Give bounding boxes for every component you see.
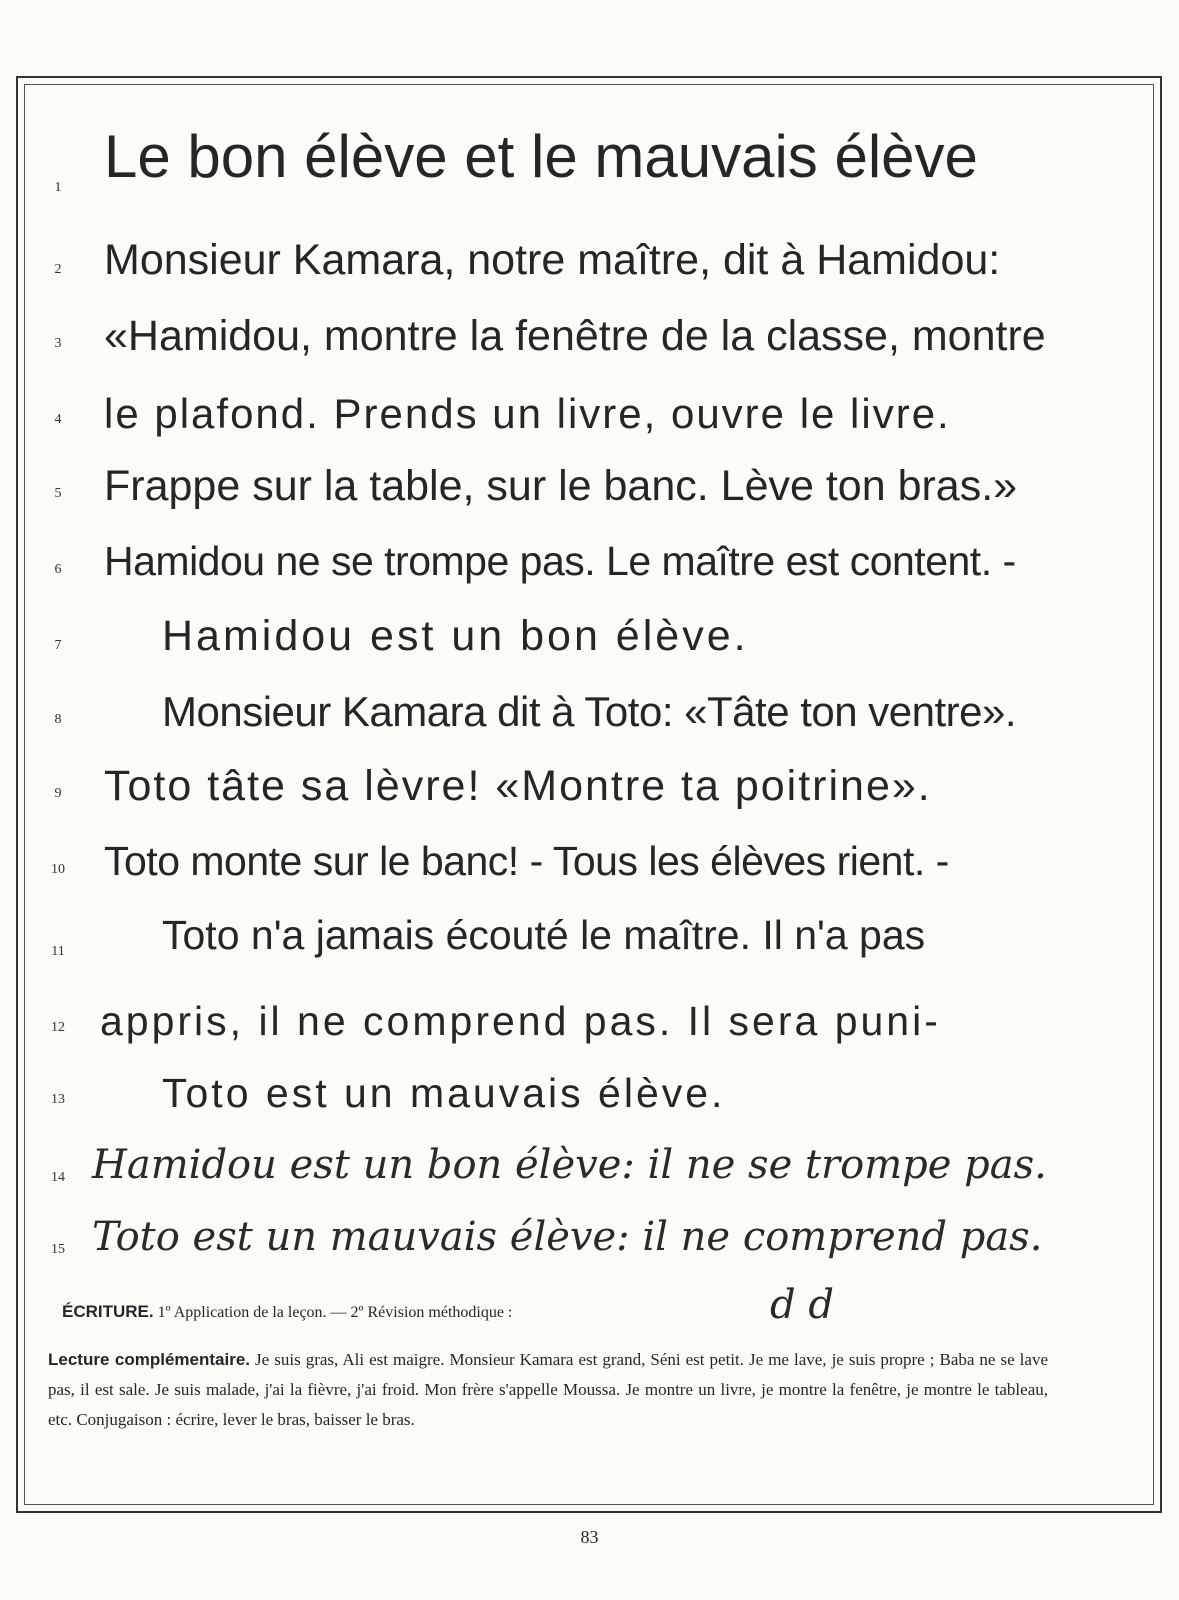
line-number: 1 [54,180,62,195]
line-number: 2 [54,262,62,277]
line-number: 6 [54,562,62,577]
line-number: 4 [54,412,62,427]
line-number: 12 [51,1020,65,1035]
line-number: 10 [51,862,65,877]
reading-line: Toto n'a jamais écouté le maître. Il n'a pas [162,912,926,958]
reading-line: Toto monte sur le banc! - Tous les élèves rient. - [104,838,949,884]
line-number: 8 [54,712,62,727]
ecriture-label: ÉCRITURE. [62,1302,154,1321]
ecriture-instruction [62,1302,512,1322]
reading-line: Hamidou est un bon élève. [162,612,749,660]
ecriture-letters: d d [770,1282,834,1328]
reading-line: Toto est un mauvais élève. [162,1070,726,1116]
ecriture-text: 1º Application de la leçon. — 2º Révision méthodique : [157,1304,513,1321]
reading-line: «Hamidou, montre la fenêtre de la classe, montre [104,312,1046,360]
lecture-complementaire [48,1345,1048,1435]
reading-line: Hamidou ne se trompe pas. Le maître est content. - [104,538,1016,584]
line-number: 9 [54,786,62,801]
reading-line: Monsieur Kamara, notre maître, dit à Hamidou: [104,236,1001,284]
handwriting-line: Hamidou est un bon élève: il ne se trompe pas. [92,1142,1047,1188]
line-number: 13 [51,1092,65,1107]
page-number: 83 [580,1527,599,1547]
lecture-text: Je suis gras, Ali est maigre. Monsieur Kamara est grand, Séni est petit. Je me lave, je suis propre ; Baba ne se lave pas, il est sale. Je suis malade, j'ai la fièvre, j'ai froid. Mon frère s'appelle Moussa. Je montre un livre, je montre la fenêtre, je montre le tableau, etc. Conjugaison : écrire, lever le bras, baisser le bras. [48,1350,1048,1429]
handwriting-line: Toto est un mauvais élève: il ne comprend pas. [92,1214,1043,1260]
line-number: 14 [51,1170,65,1185]
lesson-title: Le bon élève et le mauvais élève [104,123,978,190]
reading-line: Toto tâte sa lèvre! «Montre ta poitrine». [104,762,932,810]
reading-line: le plafond. Prends un livre, ouvre le livre. [104,390,951,437]
line-number: 3 [54,336,62,351]
lecture-label: Lecture complémentaire. [48,1350,251,1369]
line-number: 11 [51,944,65,959]
reading-line: Monsieur Kamara dit à Toto: «Tâte ton ventre». [162,688,1017,735]
reading-line: Frappe sur la table, sur le banc. Lève ton bras.» [104,462,1018,510]
line-number: 7 [54,638,62,653]
reading-line: appris, il ne comprend pas. Il sera puni- [100,998,941,1044]
line-number: 15 [51,1242,65,1257]
line-number: 5 [54,486,62,501]
